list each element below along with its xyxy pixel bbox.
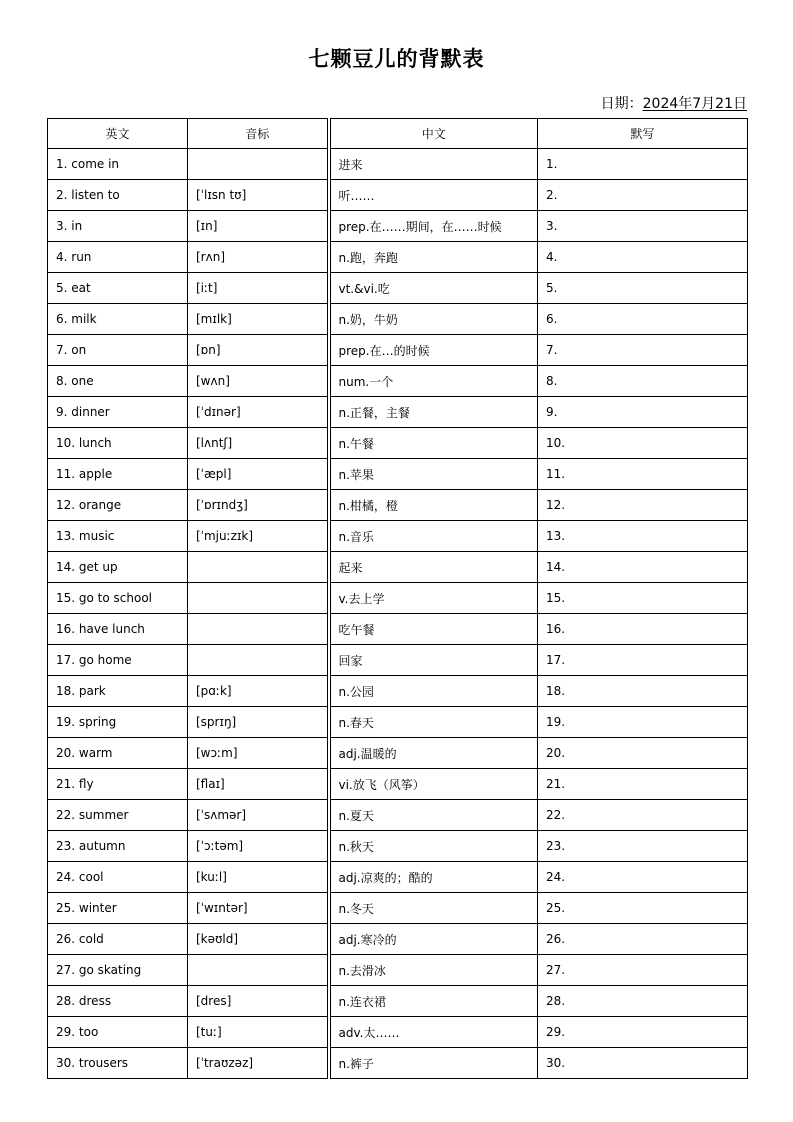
cell-english: 21. fly — [48, 769, 188, 800]
cell-phonetic: [ˈɔːtəm] — [188, 831, 329, 862]
cell-dictation[interactable]: 12. — [538, 490, 748, 521]
cell-chinese: prep.在…的时候 — [329, 335, 538, 366]
cell-english: 7. on — [48, 335, 188, 366]
cell-english: 18. park — [48, 676, 188, 707]
cell-dictation[interactable]: 22. — [538, 800, 748, 831]
table-row — [48, 800, 748, 831]
table-row — [48, 1017, 748, 1048]
table-row — [48, 614, 748, 645]
cell-english: 23. autumn — [48, 831, 188, 862]
cell-dictation[interactable]: 28. — [538, 986, 748, 1017]
cell-dictation[interactable]: 6. — [538, 304, 748, 335]
table-row — [48, 490, 748, 521]
cell-chinese: 回家 — [329, 645, 538, 676]
table-row — [48, 521, 748, 552]
table-row — [48, 1048, 748, 1079]
cell-phonetic — [188, 149, 329, 180]
cell-english: 16. have lunch — [48, 614, 188, 645]
table-row — [48, 831, 748, 862]
cell-english: 27. go skating — [48, 955, 188, 986]
cell-english: 14. get up — [48, 552, 188, 583]
cell-phonetic — [188, 583, 329, 614]
cell-phonetic: [iːt] — [188, 273, 329, 304]
cell-chinese: 吃午餐 — [329, 614, 538, 645]
cell-dictation[interactable]: 2. — [538, 180, 748, 211]
cell-dictation[interactable]: 26. — [538, 924, 748, 955]
cell-phonetic: [dres] — [188, 986, 329, 1017]
cell-dictation[interactable]: 14. — [538, 552, 748, 583]
cell-chinese: n.夏天 — [329, 800, 538, 831]
cell-phonetic — [188, 955, 329, 986]
table-row — [48, 149, 748, 180]
table-row — [48, 924, 748, 955]
cell-phonetic — [188, 552, 329, 583]
cell-chinese: adj.温暖的 — [329, 738, 538, 769]
cell-dictation[interactable]: 29. — [538, 1017, 748, 1048]
header-dictation: 默写 — [538, 119, 748, 149]
cell-english: 26. cold — [48, 924, 188, 955]
cell-dictation[interactable]: 24. — [538, 862, 748, 893]
cell-english: 1. come in — [48, 149, 188, 180]
cell-chinese: n.公园 — [329, 676, 538, 707]
table-row — [48, 211, 748, 242]
cell-english: 8. one — [48, 366, 188, 397]
cell-english: 19. spring — [48, 707, 188, 738]
cell-dictation[interactable]: 18. — [538, 676, 748, 707]
cell-english: 10. lunch — [48, 428, 188, 459]
cell-chinese: n.冬天 — [329, 893, 538, 924]
cell-chinese: n.奶，牛奶 — [329, 304, 538, 335]
cell-phonetic: [ˈmjuːzɪk] — [188, 521, 329, 552]
cell-english: 28. dress — [48, 986, 188, 1017]
cell-english: 13. music — [48, 521, 188, 552]
table-row — [48, 304, 748, 335]
cell-chinese: adj.寒冷的 — [329, 924, 538, 955]
cell-phonetic: [kəʊld] — [188, 924, 329, 955]
table-row — [48, 955, 748, 986]
cell-english: 20. warm — [48, 738, 188, 769]
cell-phonetic: [kuːl] — [188, 862, 329, 893]
table-row — [48, 459, 748, 490]
cell-phonetic: [wɔːm] — [188, 738, 329, 769]
table-row — [48, 862, 748, 893]
cell-phonetic: [ɪn] — [188, 211, 329, 242]
cell-phonetic — [188, 614, 329, 645]
table-row — [48, 335, 748, 366]
cell-dictation[interactable]: 5. — [538, 273, 748, 304]
cell-dictation[interactable]: 15. — [538, 583, 748, 614]
date-value: 2024年7月21日 — [642, 96, 747, 112]
cell-dictation[interactable]: 17. — [538, 645, 748, 676]
cell-dictation[interactable]: 20. — [538, 738, 748, 769]
cell-phonetic: [ˈɒrɪndʒ] — [188, 490, 329, 521]
cell-phonetic: [wʌn] — [188, 366, 329, 397]
cell-dictation[interactable]: 23. — [538, 831, 748, 862]
cell-chinese: n.苹果 — [329, 459, 538, 490]
cell-english: 30. trousers — [48, 1048, 188, 1079]
vocabulary-table — [47, 118, 748, 1079]
cell-chinese: n.秋天 — [329, 831, 538, 862]
cell-chinese: n.午餐 — [329, 428, 538, 459]
cell-english: 12. orange — [48, 490, 188, 521]
cell-phonetic: [ˈsʌmər] — [188, 800, 329, 831]
table-row — [48, 707, 748, 738]
cell-phonetic: [ˈwɪntər] — [188, 893, 329, 924]
cell-english: 29. too — [48, 1017, 188, 1048]
table-row — [48, 769, 748, 800]
cell-phonetic: [ɒn] — [188, 335, 329, 366]
cell-dictation[interactable]: 4. — [538, 242, 748, 273]
cell-chinese: n.去滑冰 — [329, 955, 538, 986]
cell-chinese: n.连衣裙 — [329, 986, 538, 1017]
cell-chinese: vt.&vi.吃 — [329, 273, 538, 304]
cell-chinese: n.春天 — [329, 707, 538, 738]
cell-phonetic: [tuː] — [188, 1017, 329, 1048]
cell-chinese: vi.放飞（风筝） — [329, 769, 538, 800]
date-line — [601, 93, 747, 113]
cell-english: 3. in — [48, 211, 188, 242]
header-row — [48, 119, 748, 149]
cell-phonetic — [188, 645, 329, 676]
table-row — [48, 180, 748, 211]
cell-chinese: n.柑橘，橙 — [329, 490, 538, 521]
cell-english: 9. dinner — [48, 397, 188, 428]
header-chinese: 中文 — [329, 119, 538, 149]
date-label: 日期： — [600, 96, 643, 112]
cell-phonetic: [rʌn] — [188, 242, 329, 273]
cell-english: 15. go to school — [48, 583, 188, 614]
page-title: 七颗豆儿的背默表 — [308, 47, 485, 71]
table-row — [48, 583, 748, 614]
cell-phonetic: [mɪlk] — [188, 304, 329, 335]
cell-english: 25. winter — [48, 893, 188, 924]
cell-chinese: adj.凉爽的；酷的 — [329, 862, 538, 893]
cell-english: 22. summer — [48, 800, 188, 831]
cell-dictation[interactable]: 1. — [538, 149, 748, 180]
cell-chinese: num.一个 — [329, 366, 538, 397]
cell-dictation[interactable]: 7. — [538, 335, 748, 366]
cell-phonetic: [ˈtraʊzəz] — [188, 1048, 329, 1079]
table-row — [48, 397, 748, 428]
cell-dictation[interactable]: 13. — [538, 521, 748, 552]
table-row — [48, 676, 748, 707]
table-row — [48, 738, 748, 769]
cell-phonetic: [ˈæpl] — [188, 459, 329, 490]
cell-chinese: n.正餐，主餐 — [329, 397, 538, 428]
cell-dictation[interactable]: 27. — [538, 955, 748, 986]
cell-phonetic: [flaɪ] — [188, 769, 329, 800]
cell-phonetic: [ˈlɪsn tʊ] — [188, 180, 329, 211]
table-row — [48, 428, 748, 459]
cell-english: 6. milk — [48, 304, 188, 335]
cell-english: 11. apple — [48, 459, 188, 490]
header-phonetic: 音标 — [188, 119, 329, 149]
table-row — [48, 893, 748, 924]
cell-dictation[interactable]: 16. — [538, 614, 748, 645]
cell-chinese: n.裤子 — [329, 1048, 538, 1079]
cell-dictation[interactable]: 3. — [538, 211, 748, 242]
cell-dictation[interactable]: 21. — [538, 769, 748, 800]
cell-phonetic: [lʌntʃ] — [188, 428, 329, 459]
table-row — [48, 242, 748, 273]
cell-english: 24. cool — [48, 862, 188, 893]
cell-chinese: prep.在……期间，在……时候 — [329, 211, 538, 242]
table-row — [48, 273, 748, 304]
cell-phonetic: [pɑːk] — [188, 676, 329, 707]
header-english: 英文 — [48, 119, 188, 149]
cell-english: 4. run — [48, 242, 188, 273]
cell-chinese: 起来 — [329, 552, 538, 583]
cell-dictation[interactable]: 9. — [538, 397, 748, 428]
table-row — [48, 986, 748, 1017]
cell-english: 2. listen to — [48, 180, 188, 211]
cell-english: 5. eat — [48, 273, 188, 304]
cell-dictation[interactable]: 19. — [538, 707, 748, 738]
table-row — [48, 552, 748, 583]
table-row — [48, 366, 748, 397]
cell-dictation[interactable]: 10. — [538, 428, 748, 459]
cell-english: 17. go home — [48, 645, 188, 676]
cell-phonetic: [ˈdɪnər] — [188, 397, 329, 428]
cell-chinese: 进来 — [329, 149, 538, 180]
cell-chinese: 听…… — [329, 180, 538, 211]
cell-chinese: n.跑，奔跑 — [329, 242, 538, 273]
cell-chinese: v.去上学 — [329, 583, 538, 614]
cell-chinese: n.音乐 — [329, 521, 538, 552]
table-row — [48, 645, 748, 676]
cell-chinese: adv.太…… — [329, 1017, 538, 1048]
cell-dictation[interactable]: 30. — [538, 1048, 748, 1079]
cell-phonetic: [sprɪŋ] — [188, 707, 329, 738]
cell-dictation[interactable]: 8. — [538, 366, 748, 397]
cell-dictation[interactable]: 11. — [538, 459, 748, 490]
cell-dictation[interactable]: 25. — [538, 893, 748, 924]
